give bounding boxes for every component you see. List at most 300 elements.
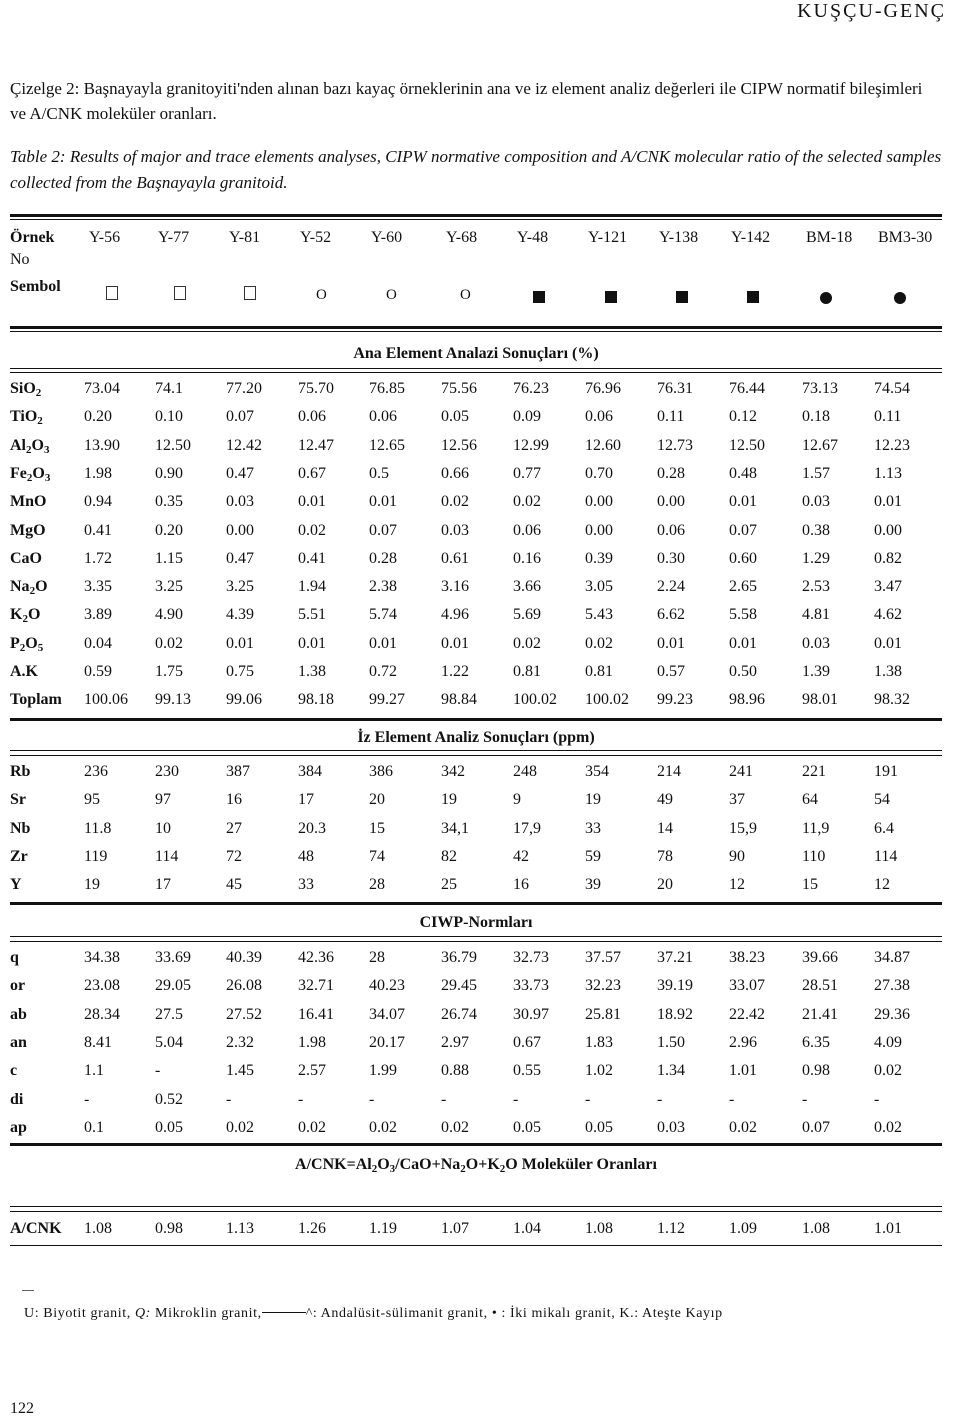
- table-cell: 45: [226, 876, 242, 894]
- table-cell: 75.70: [298, 380, 334, 397]
- major-title-rule: [10, 368, 942, 369]
- table-cell: 0.02: [874, 1118, 902, 1136]
- table-cell: 29.36: [874, 1005, 910, 1023]
- table-cell: 0.02: [226, 1118, 254, 1136]
- table-cell: 0.12: [729, 408, 757, 426]
- table-cell: 12.23: [874, 436, 910, 454]
- table-cell: 99.13: [155, 691, 191, 709]
- table-cell: 0.88: [441, 1062, 469, 1080]
- table-cell: 1.01: [874, 1220, 902, 1237]
- table-cell: 0.07: [802, 1118, 830, 1136]
- header-bottom-rule-thin: [10, 331, 942, 332]
- cipw-title-rule: [10, 936, 942, 937]
- table-cell: 0.20: [155, 521, 183, 539]
- table-cell: 0.05: [513, 1118, 541, 1136]
- table-cell: 20.17: [369, 1033, 405, 1051]
- table-cell: 0.00: [585, 493, 613, 511]
- table-cell: 0.98: [155, 1220, 183, 1237]
- table-cell: 12.65: [369, 436, 405, 454]
- table-cell: 11,9: [802, 819, 830, 837]
- table-cell: -: [441, 1090, 447, 1108]
- table-cell: 0.02: [298, 1118, 326, 1136]
- table-cell: 1.19: [369, 1220, 397, 1237]
- table-cell: 5.51: [298, 606, 326, 624]
- label-text: q: [10, 949, 19, 966]
- title-text: O Moleküler Oranları: [505, 1156, 657, 1173]
- label-text: O: [32, 464, 45, 482]
- table-cell: 3.25: [226, 578, 254, 596]
- label-text: Toplam: [10, 691, 62, 709]
- row-label: [10, 759, 30, 785]
- table-cell: 30.97: [513, 1005, 549, 1023]
- table-cell: 12.47: [298, 436, 334, 454]
- table-cell: 0.55: [513, 1062, 541, 1080]
- table-cell: 75.56: [441, 380, 477, 397]
- row-label: [10, 376, 41, 406]
- table-cell: 0.02: [441, 493, 469, 511]
- table-cell: 32.71: [298, 977, 334, 995]
- table-cell: 114: [155, 847, 179, 865]
- table-cell: 1.75: [155, 663, 183, 680]
- table-cell: 98.18: [298, 691, 334, 709]
- table-cell: 15,9: [729, 819, 757, 837]
- table-cell: 0.60: [729, 549, 757, 567]
- table-cell: 28: [369, 949, 385, 966]
- table-cell: 0.02: [441, 1118, 469, 1136]
- table-cell: 39.66: [802, 949, 838, 966]
- table-cell: 0.81: [513, 663, 541, 680]
- row-label: [10, 1030, 27, 1056]
- table-cell: 1.12: [657, 1220, 685, 1237]
- table-cell: 1.98: [298, 1033, 326, 1051]
- acnk-title-rule: [10, 1206, 942, 1207]
- table-cell: 0.00: [874, 521, 902, 539]
- table-cell: -: [155, 1062, 161, 1080]
- table-cell: 0.77: [513, 464, 541, 482]
- table-cell: 1.50: [657, 1033, 685, 1051]
- major-bottom-rule: [10, 718, 942, 721]
- table-cell: 1.09: [729, 1220, 757, 1237]
- sample-id-cell: Y-81: [229, 229, 261, 246]
- footnote-rest: ^: Andalüsit-sülimanit granit, • : İki mikalı granit, K.: Ateşte Kayıp: [305, 1306, 723, 1321]
- no-label: No: [10, 251, 30, 268]
- table-cell: 1.07: [441, 1220, 469, 1237]
- table-cell: 16: [226, 791, 242, 809]
- table-cell: 0.03: [802, 493, 830, 511]
- table-cell: -: [585, 1090, 591, 1108]
- table-cell: 0.00: [657, 493, 685, 511]
- table-cell: 76.31: [657, 380, 693, 397]
- footnote-biyotit: U: Biyotit granit,: [24, 1306, 135, 1321]
- table-cell: 76.85: [369, 380, 405, 397]
- table-cell: 241: [729, 763, 753, 780]
- sample-id-cell: Y-121: [588, 229, 628, 246]
- table-cell: 39.19: [657, 977, 693, 995]
- table-cell: 11.8: [84, 819, 112, 837]
- table-cell: 17: [155, 876, 171, 894]
- header-bottom-rule: [10, 326, 942, 329]
- label-subscript: 2: [26, 471, 33, 484]
- table-cell: 0.07: [369, 521, 397, 539]
- label-subscript: 3: [43, 443, 50, 456]
- trace-bottom-rule: [10, 902, 942, 905]
- table-cell: 39: [585, 876, 601, 894]
- table-cell: 16: [513, 876, 529, 894]
- label-text: TiO: [10, 408, 38, 426]
- trace-title-rule: [10, 750, 942, 751]
- table-cell: 34,1: [441, 819, 469, 837]
- table-cell: 37: [729, 791, 745, 809]
- table-cell: 5.58: [729, 606, 757, 624]
- table-cell: 0.01: [657, 634, 685, 652]
- row-label: [10, 602, 40, 632]
- table-cell: 0.03: [441, 521, 469, 539]
- label-text: Na: [10, 578, 30, 596]
- ornek-label: Örnek: [10, 229, 55, 246]
- label-text: O: [27, 606, 41, 624]
- table-cell: 33.69: [155, 949, 191, 966]
- label-text: Rb: [10, 763, 31, 780]
- table-cell: -: [729, 1090, 735, 1108]
- table-cell: 1.22: [441, 663, 469, 680]
- table-cell: 0.01: [226, 634, 254, 652]
- table-cell: 36.79: [441, 949, 477, 966]
- table-cell: 0.00: [226, 521, 254, 539]
- major-title-rule-2: [10, 372, 942, 373]
- label-text: MnO: [10, 493, 47, 511]
- table-cell: 0.20: [84, 408, 112, 426]
- cipw-bottom-rule: [10, 1143, 942, 1146]
- table-cell: 0.52: [155, 1090, 183, 1108]
- table-cell: 12.60: [585, 436, 621, 454]
- table-cell: 99.27: [369, 691, 405, 709]
- label-subscript: 2: [19, 641, 26, 654]
- table-cell: 100.02: [513, 691, 557, 709]
- table-cell: 0.41: [84, 521, 112, 539]
- table-cell: 73.04: [84, 380, 120, 397]
- table-cell: 0.11: [874, 408, 902, 426]
- label-subscript: 2: [35, 387, 42, 399]
- table-cell: 386: [369, 763, 393, 780]
- table-cell: 4.90: [155, 606, 183, 624]
- table-cell: 100.06: [84, 691, 128, 709]
- table-cell: 0.01: [874, 634, 902, 652]
- table-cell: 3.25: [155, 578, 183, 596]
- row-label: [10, 433, 49, 463]
- label-subscript: 5: [37, 641, 44, 654]
- table-cell: 2.38: [369, 578, 397, 596]
- table-cell: 110: [802, 847, 826, 865]
- table-cell: 33: [585, 819, 601, 837]
- table-cell: 0.16: [513, 549, 541, 567]
- title-text: O: [377, 1156, 390, 1173]
- row-label: [10, 518, 46, 544]
- table-cell: 0.82: [874, 549, 902, 567]
- row-label: [10, 631, 43, 661]
- row-label: [10, 973, 25, 999]
- title-subscript: 3: [389, 1163, 396, 1175]
- open-circle-symbol: O: [316, 287, 327, 303]
- table-cell: 20.3: [298, 819, 326, 837]
- table-cell: 0.01: [298, 634, 326, 652]
- table-cell: 0.09: [513, 408, 541, 426]
- table-cell: 12.50: [155, 436, 191, 454]
- caption-turkish: Çizelge 2: Başnayayla granitoyiti'nden alınan bazı kayaç örneklerinin ana ve iz element analiz değerleri ile CIPW normatif bileşimleri ve A/CNK moleküler oranları.: [10, 79, 923, 123]
- trace-element-title: İz Element Analiz Sonuçları (ppm): [357, 729, 595, 746]
- table-cell: 38.23: [729, 949, 765, 966]
- filled-square-symbol: [747, 291, 759, 303]
- table-cell: 0.02: [585, 634, 613, 652]
- table-cell: 5.74: [369, 606, 397, 624]
- table-cell: 1.15: [155, 549, 183, 567]
- table-cell: 2.24: [657, 578, 685, 596]
- label-text: O: [35, 578, 48, 596]
- table-cell: 4.96: [441, 606, 469, 624]
- table-cell: 72: [226, 847, 242, 865]
- label-text: di: [10, 1090, 24, 1108]
- table-cell: 15: [802, 876, 818, 894]
- table-cell: 1.13: [874, 464, 902, 482]
- open-circle-symbol: O: [460, 287, 471, 303]
- table-cell: 8.41: [84, 1033, 112, 1051]
- table-cell: 42: [513, 847, 529, 865]
- table-cell: 0.61: [441, 549, 469, 567]
- row-label: [10, 489, 46, 515]
- table-cell: 28.51: [802, 977, 838, 995]
- caption-english: Table 2: Results of major and trace elements analyses, CIPW normative composition and A/CNK molecular ratio of the selected samples collected from the Başnayayla granitoid.: [10, 147, 942, 192]
- table-cell: 12.56: [441, 436, 477, 454]
- open-circle-symbol: O: [386, 287, 397, 303]
- table-cell: 1.13: [226, 1220, 254, 1237]
- table-cell: 4.39: [226, 606, 254, 624]
- table-cell: 27.5: [155, 1005, 183, 1023]
- table-cell: 0.06: [657, 521, 685, 539]
- table-cell: 191: [874, 763, 898, 780]
- table-cell: 0.02: [874, 1062, 902, 1080]
- row-label: [10, 1002, 27, 1028]
- row-label: [10, 404, 43, 434]
- table-cell: 98.84: [441, 691, 477, 709]
- table-cell: 0.01: [441, 634, 469, 652]
- table-cell: 3.05: [585, 578, 613, 596]
- major-element-title: Ana Element Analazi Sonuçları (%): [353, 345, 599, 362]
- legend-footnote: [24, 1306, 723, 1322]
- table-cell: 221: [802, 763, 826, 780]
- table-cell: 25: [441, 876, 457, 894]
- table-cell: 2.65: [729, 578, 757, 596]
- table-cell: 0.05: [441, 408, 469, 426]
- row-label: [10, 1216, 62, 1242]
- table-cell: 3.16: [441, 578, 469, 596]
- table-cell: 0.98: [802, 1062, 830, 1080]
- table-cell: 0.02: [369, 1118, 397, 1136]
- table-cell: 12: [729, 876, 745, 894]
- table-cell: 0.01: [729, 634, 757, 652]
- acnk-title: [10, 1154, 942, 1180]
- row-label: [10, 546, 42, 572]
- table-cell: 1.72: [84, 549, 112, 567]
- table-cell: 0.03: [657, 1118, 685, 1136]
- sample-id-cell: Y-60: [371, 229, 403, 246]
- table-cell: 13.90: [84, 436, 120, 454]
- table-cell: 23.08: [84, 977, 120, 995]
- table-cell: 230: [155, 763, 179, 780]
- acnk-bottom-rule: [10, 1245, 942, 1246]
- label-text: SiO: [10, 380, 36, 397]
- table-cell: 0.81: [585, 663, 613, 680]
- table-cell: 12.73: [657, 436, 693, 454]
- table-cell: 12.99: [513, 436, 549, 454]
- table-cell: -: [657, 1090, 663, 1108]
- table-cell: 6.4: [874, 819, 894, 837]
- label-text: Y: [10, 876, 22, 894]
- filled-square-symbol: [676, 291, 688, 303]
- table-cell: 76.23: [513, 380, 549, 397]
- table-cell: 0.01: [874, 493, 902, 511]
- table-cell: 33: [298, 876, 314, 894]
- table-cell: 0.01: [729, 493, 757, 511]
- footnote-mark: [22, 1290, 34, 1291]
- table-cell: 25.81: [585, 1005, 621, 1023]
- table-cell: 12.50: [729, 436, 765, 454]
- table-cell: 29.05: [155, 977, 191, 995]
- table-cell: 0.02: [298, 521, 326, 539]
- table-cell: 78: [657, 847, 673, 865]
- title-subscript: 2: [460, 1163, 466, 1175]
- filled-square-symbol: [533, 291, 545, 303]
- table-cell: 0.01: [298, 493, 326, 511]
- label-text: c: [10, 1062, 18, 1080]
- table-cell: 33.07: [729, 977, 765, 995]
- table-cell: 42.36: [298, 949, 334, 966]
- label-text: A/CNK: [10, 1220, 62, 1237]
- table-cell: -: [874, 1090, 880, 1108]
- sembol-label: Sembol: [10, 278, 61, 295]
- table-cell: 0.06: [513, 521, 541, 539]
- sample-id-cell: Y-52: [300, 229, 332, 246]
- table-cell: 1.34: [657, 1062, 685, 1080]
- table-cell: 1.83: [585, 1033, 613, 1051]
- table-cell: 1.99: [369, 1062, 397, 1080]
- table-cell: 1.39: [802, 663, 830, 680]
- table-cell: 18.92: [657, 1005, 693, 1023]
- table-cell: 40.39: [226, 949, 262, 966]
- table-cell: 3.66: [513, 578, 541, 596]
- table-cell: 0.1: [84, 1118, 104, 1136]
- table-top-rule-thin: [10, 219, 942, 220]
- table-cell: 19: [585, 791, 601, 809]
- table-cell: 0.94: [84, 493, 112, 511]
- table-cell: 2.53: [802, 578, 830, 596]
- hollow-square-symbol: [106, 286, 118, 300]
- label-text: or: [10, 977, 26, 995]
- title-text: A/CNK=Al: [295, 1156, 372, 1173]
- cipw-title-rule-2: [10, 941, 942, 942]
- table-cell: 0.05: [585, 1118, 613, 1136]
- running-head: KUŞÇU-GENÇ: [797, 0, 946, 22]
- title-subscript: 2: [371, 1163, 378, 1175]
- table-cell: 248: [513, 763, 537, 780]
- table-cell: 0.06: [298, 408, 326, 426]
- table-cell: 0.48: [729, 464, 757, 482]
- table-cell: 0.70: [585, 464, 613, 482]
- table-cell: 12.42: [226, 436, 262, 454]
- footnote-mikroklin: Mikroklin granit,: [150, 1306, 262, 1321]
- table-cell: 34.38: [84, 949, 120, 966]
- table-cell: 32.73: [513, 949, 549, 966]
- table-cell: 40.23: [369, 977, 405, 995]
- label-subscript: 2: [29, 585, 36, 598]
- table-cell: 4.81: [802, 606, 830, 624]
- table-cell: -: [226, 1090, 232, 1108]
- sample-id-cell: Y-138: [659, 229, 699, 246]
- table-cell: 1.1: [84, 1062, 104, 1080]
- label-text: ap: [10, 1118, 27, 1136]
- table-cell: 0.05: [155, 1118, 183, 1136]
- table-cell: 114: [874, 847, 898, 865]
- table-cell: 99.23: [657, 691, 693, 709]
- table-cell: 0.28: [369, 549, 397, 567]
- table-cell: 98.01: [802, 691, 838, 709]
- title-text: /CaO+Na: [395, 1156, 461, 1173]
- table-cell: 1.02: [585, 1062, 613, 1080]
- table-cell: 48: [298, 847, 314, 865]
- table-cell: 29.45: [441, 977, 477, 995]
- table-cell: 119: [84, 847, 108, 865]
- table-cell: 37.57: [585, 949, 621, 966]
- sample-id-cell: Y-56: [89, 229, 121, 246]
- label-subscript: 2: [22, 613, 28, 626]
- table-cell: 99.06: [226, 691, 262, 709]
- table-cell: 73.13: [802, 380, 838, 397]
- table-cell: 1.98: [84, 464, 112, 482]
- row-label: [10, 1115, 27, 1141]
- table-cell: 49: [657, 791, 673, 809]
- hollow-square-symbol: [244, 286, 256, 300]
- table-cell: 95: [84, 791, 100, 809]
- row-label: [10, 787, 26, 813]
- row-label: [10, 1087, 23, 1113]
- table-cell: 2.32: [226, 1033, 254, 1051]
- label-text: ab: [10, 1005, 27, 1023]
- table-cell: 19: [441, 791, 457, 809]
- table-cell: 76.44: [729, 380, 765, 397]
- table-cell: 387: [226, 763, 250, 780]
- row-label: [10, 461, 50, 491]
- table-cell: 0.75: [226, 663, 254, 680]
- table-cell: 17,9: [513, 819, 541, 837]
- table-cell: 1.38: [874, 663, 902, 680]
- table-cell: 6.62: [657, 606, 685, 624]
- table-cell: 0.50: [729, 663, 757, 680]
- table-cell: 1.01: [729, 1062, 757, 1080]
- trace-title-rule-2: [10, 755, 942, 756]
- table-cell: 0.07: [226, 408, 254, 426]
- table-cell: 9: [513, 791, 521, 809]
- table-cell: 27.52: [226, 1005, 262, 1023]
- table-cell: 54: [874, 791, 890, 809]
- table-cell: 74.1: [155, 380, 183, 397]
- table-cell: -: [802, 1090, 808, 1108]
- label-text: Al: [10, 436, 26, 454]
- sample-id-cell: BM-18: [806, 229, 853, 246]
- label-subscript: 3: [44, 471, 51, 484]
- title-subscript: 2: [499, 1163, 506, 1175]
- table-cell: 0.90: [155, 464, 183, 482]
- hollow-square-symbol: [174, 286, 186, 300]
- page-number: 122: [10, 1400, 34, 1417]
- table-cell: 384: [298, 763, 322, 780]
